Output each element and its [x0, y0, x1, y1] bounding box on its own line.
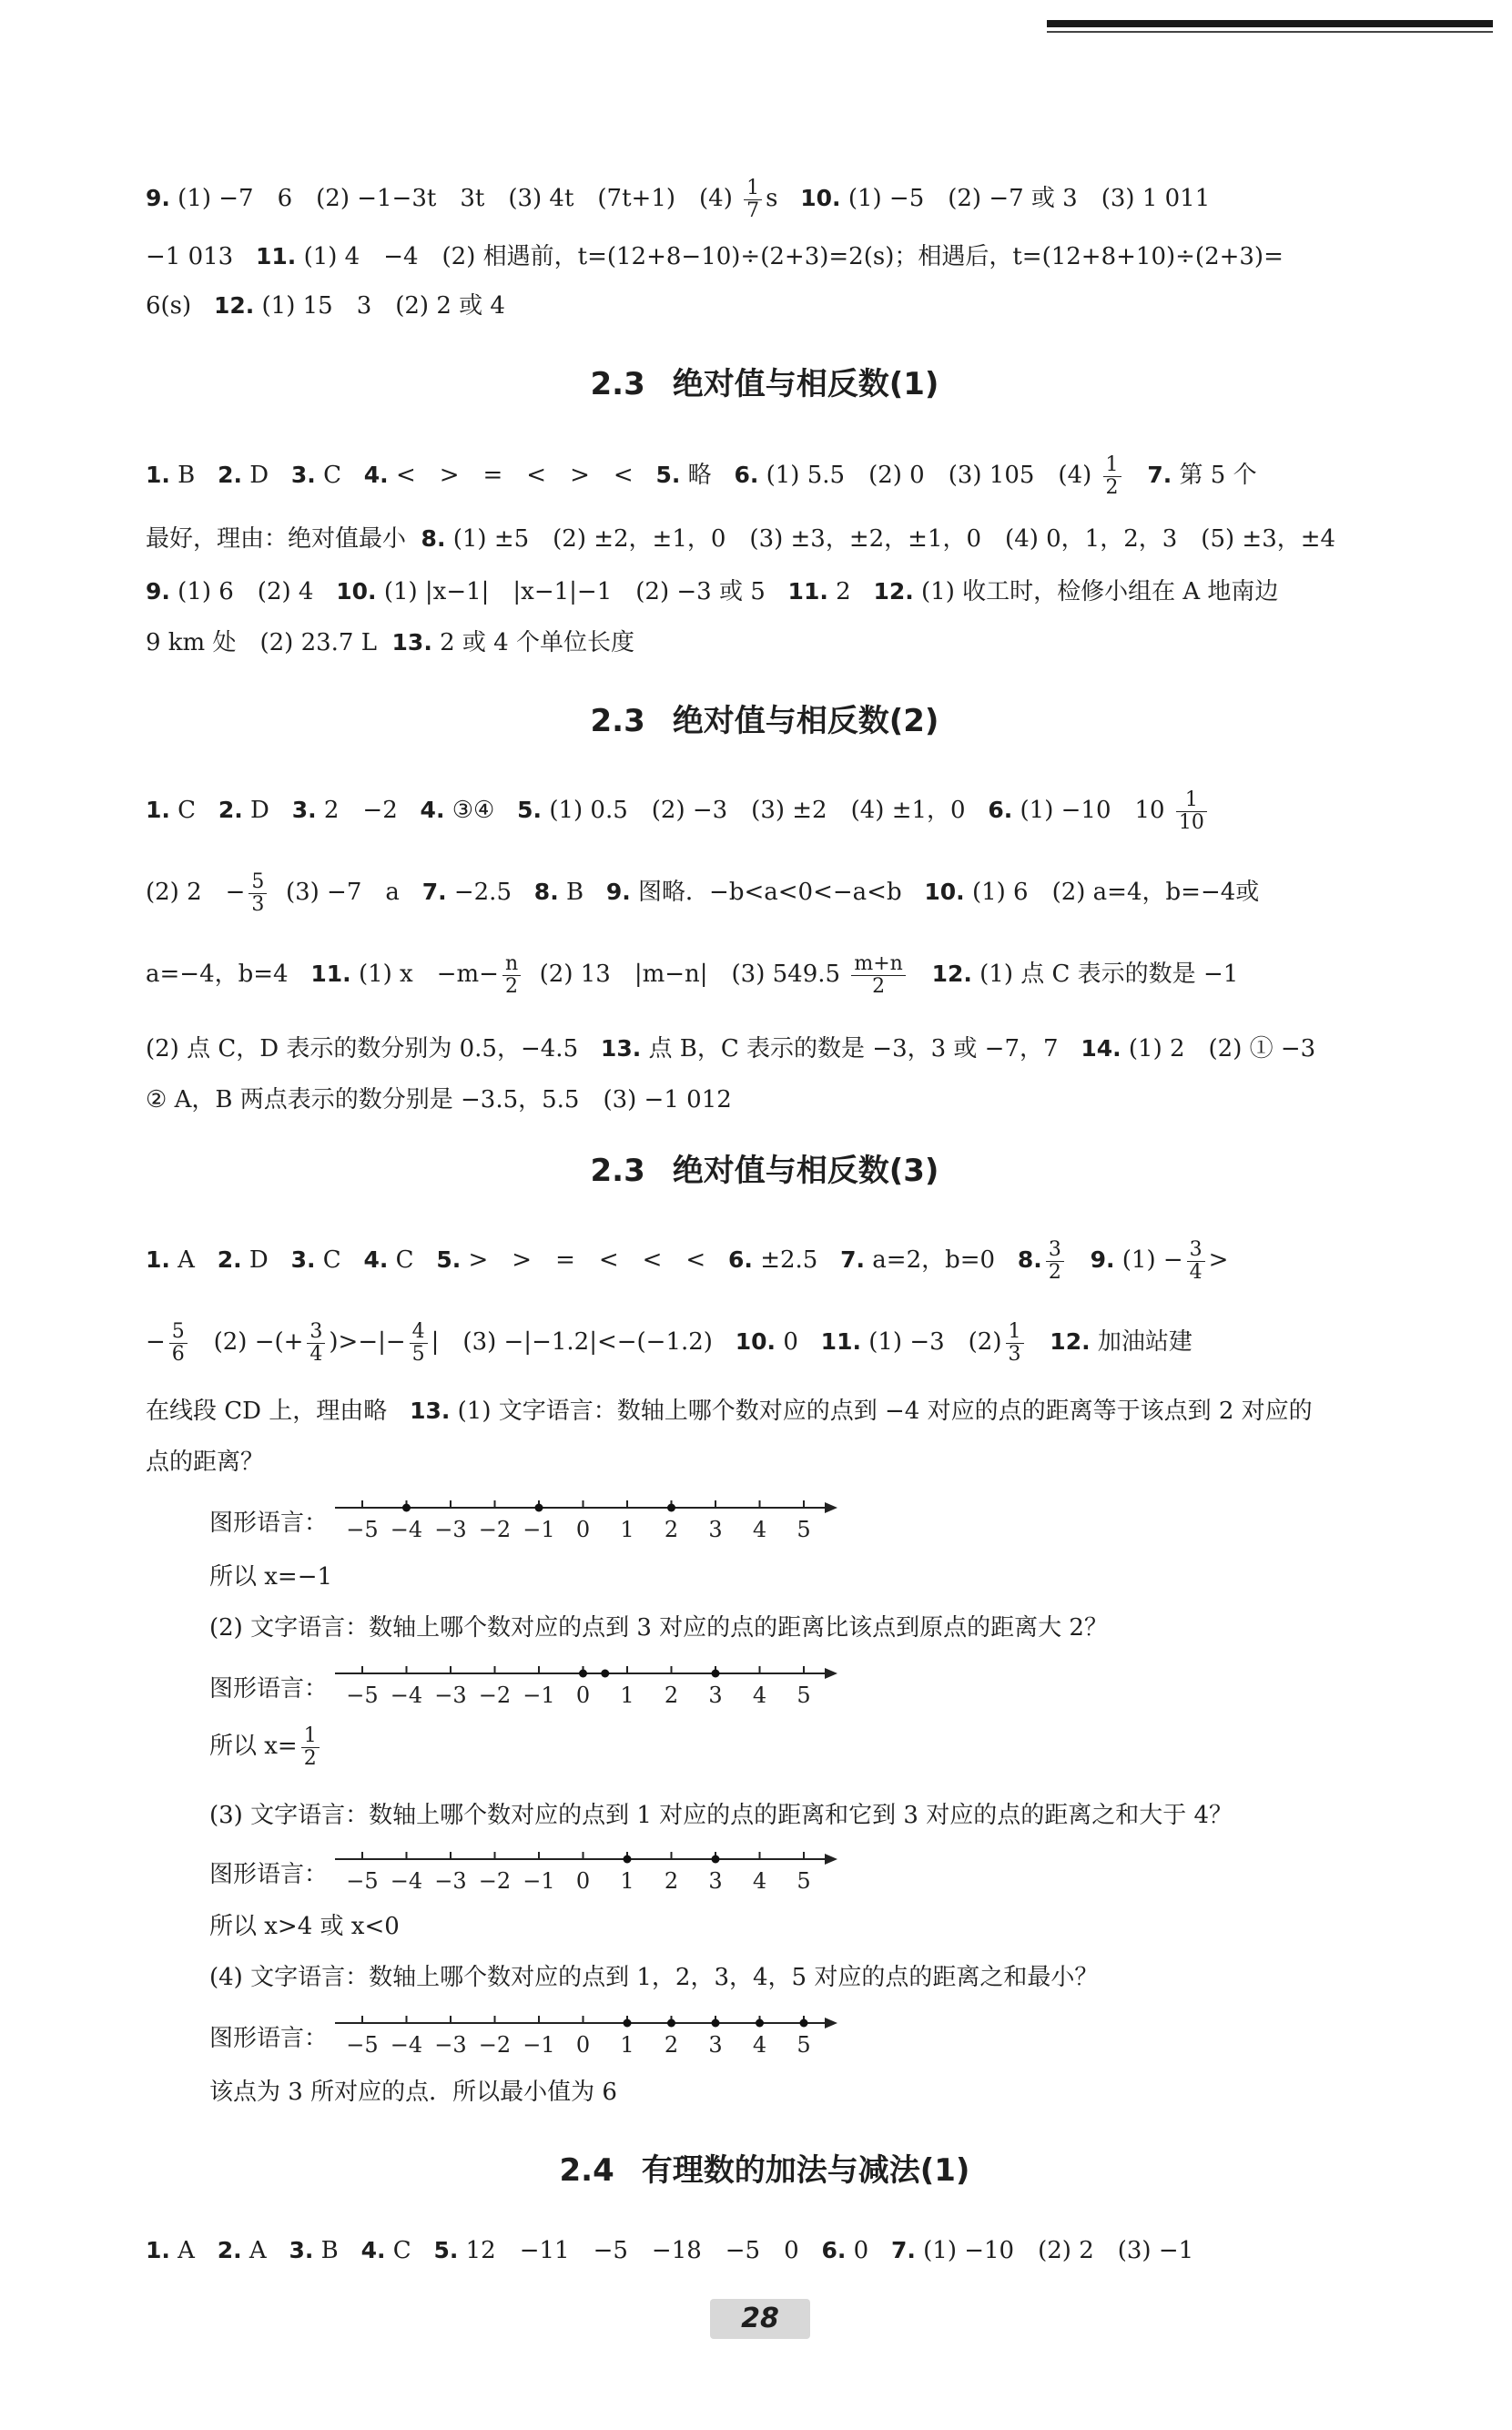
axis-tick-label: 4	[752, 1683, 767, 1708]
s3-line1: 1. A 2. D 3. C 4. C 5. > > = < < < 6. ±2.5 7. a=2，b=0 8. $\frac{3}{2}$ 9. (1) − $\frac{3}{4}$ >	[146, 1237, 1229, 1284]
s2-line4: (2) 点 C，D 表示的数分别为 0.5，−4.5 13. 点 B，C 表示的数是 −3，3 或 −7，7 14. (1) 2 (2) ① −3	[146, 1035, 1316, 1062]
axis-tick-label: 2	[664, 1868, 679, 1894]
axis-arrow-icon	[825, 1502, 837, 1513]
axis-tick-label: 4	[752, 1517, 767, 1542]
axis-tick-label: −3	[434, 1868, 467, 1894]
axis-point	[712, 1670, 720, 1678]
axis-tick-label: 2	[664, 1517, 679, 1542]
axis-tick-label: −2	[478, 2032, 512, 2058]
answer-3: 所以 x>4 或 x<0	[209, 1913, 400, 1940]
answer-2: 所以 x= $\frac{1}{2}$	[209, 1721, 323, 1772]
top-decorative-bar	[1047, 20, 1493, 27]
s1-line2: 最好，理由：绝对值最小 8. (1) ±5 (2) ±2，±1，0 (3) ±3，±2，±1，0 (4) 0，1，2，3 (5) ±3，±4	[146, 525, 1336, 553]
question-number: 12.	[213, 292, 255, 319]
axis-point	[402, 1504, 411, 1512]
axis-point	[667, 2019, 675, 2028]
axis-tick-label: −4	[390, 2032, 423, 2058]
answer-text: (1) 4 −4 (2) 相遇前，t=(12+8−10)÷(2+3)=2(s)；相遇后，t=(12+8+10)÷(2+3)=	[303, 243, 1284, 270]
block1-line2	[146, 239, 1284, 275]
fraction: $\frac{5}{6}$	[169, 1321, 188, 1366]
axis-point	[712, 2019, 720, 2028]
s3-line2: − $\frac{5}{6}$ (2) −(+ $\frac{3}{4}$ )>−|− $\frac{4}{5}$ | (3) −|−1.2|<−(−1.2) 10. 0 11. (1) −3 (2) $\frac{1}{3}$ 12. 加油站建	[146, 1319, 1192, 1366]
axis-tick-label: −1	[523, 1868, 555, 1894]
axis-point	[756, 2019, 764, 2028]
question-number: 10.	[800, 185, 841, 211]
axis-tick-label: 3	[708, 1517, 723, 1542]
section-heading: 2.3 绝对值与相反数(1)	[590, 366, 939, 402]
answer-text: (1) −5 (2) −7 或 3 (3) 1 011	[847, 185, 1211, 212]
axis-tick-label: −2	[478, 1683, 512, 1708]
fraction: $\frac{3}{4}$	[1187, 1239, 1205, 1284]
axis-tick-label: 4	[752, 2032, 767, 2058]
question-number: 9.	[146, 185, 170, 211]
axis-point	[535, 1504, 543, 1512]
answer-text: (1) 15 3 (2) 2 或 4	[261, 292, 505, 320]
axis-tick-label: 1	[620, 1868, 634, 1894]
question-3-text: (3) 文字语言：数轴上哪个数对应的点到 1 对应的点的距离和它到 3 对应的点的距离之和大于 4？	[209, 1802, 1233, 1829]
number-line-4	[335, 2010, 845, 2065]
s3-line4: 点的距离？	[146, 1449, 265, 1476]
fraction: $\frac{n}{2}$	[502, 953, 521, 998]
axis-tick-label: 5	[797, 2032, 811, 2058]
axis-tick-label: 1	[620, 1517, 634, 1542]
axis-tick-label: −5	[346, 2032, 379, 2058]
answer-text: −1 013	[146, 243, 234, 270]
fraction: $\frac{1}{10}$	[1176, 789, 1207, 834]
axis-tick-label: 3	[708, 2032, 723, 2058]
s1-line4: 9 km 处 (2) 23.7 L 13. 2 或 4 个单位长度	[146, 629, 634, 656]
axis-tick-label: −1	[523, 1683, 555, 1708]
axis-tick-label: −3	[434, 1683, 467, 1708]
fraction: $\frac{1}{2}$	[1103, 454, 1121, 499]
axis-point	[712, 1856, 720, 1864]
fraction: $\frac{1}{7}$	[744, 178, 762, 222]
number-line-2	[335, 1661, 845, 1715]
axis-tick-label: 1	[620, 2032, 634, 2058]
answer-text: (1) −7 6 (2) −1−3t 3t (3) 4t (7t+1) (4)	[178, 185, 733, 212]
s2-line5: ② A，B 两点表示的数分别是 −3.5，5.5 (3) −1 012	[146, 1086, 732, 1113]
block1-line3	[146, 288, 505, 324]
axis-tick-label: −5	[346, 1683, 379, 1708]
axis-tick-label: −3	[434, 1517, 467, 1542]
fraction: $\frac{5}{3}$	[249, 871, 267, 916]
graph-label: 图形语言：	[209, 1861, 329, 1888]
axis-point	[579, 1670, 587, 1678]
number-line-1	[335, 1495, 845, 1550]
axis-tick-label: 2	[664, 1683, 679, 1708]
s2-line3: a=−4，b=4 11. (1) x −m− $\frac{n}{2}$ (2) 13 |m−n| (3) 549.5 $\frac{m+n}{2}$ 12. (1) 点 C 表示的数是 −1	[146, 951, 1239, 998]
s4-line1: 1. A 2. A 3. B 4. C 5. 12 −11 −5 −18 −5 0 6. 0 7. (1) −10 (2) 2 (3) −1	[146, 2237, 1194, 2264]
axis-tick-label: 4	[752, 1868, 767, 1894]
answer-1: 所以 x=−1	[209, 1563, 333, 1591]
axis-tick-label: 5	[797, 1517, 811, 1542]
axis-point	[601, 1670, 609, 1678]
axis-tick-label: 0	[575, 1683, 591, 1708]
question-number: 11.	[256, 243, 297, 269]
s2-line2: (2) 2 − $\frac{5}{3}$ (3) −7 a 7. −2.5 8. B 9. 图略．−b<a<0<−a<b 10. (1) 6 (2) a=4，b=−4或	[146, 869, 1260, 916]
number-line-3	[335, 1846, 845, 1901]
axis-point	[800, 2019, 808, 2028]
s2-line1: 1. C 2. D 3. 2 −2 4. ③④ 5. (1) 0.5 (2) −3 (3) ±2 (4) ±1，0 6. (1) −10 10 $\frac{1}{10}$	[146, 785, 1211, 836]
axis-tick-label: 3	[708, 1868, 723, 1894]
axis-tick-label: −2	[478, 1868, 512, 1894]
s1-line1: 1. B 2. D 3. C 4. < > = < > < 5. 略 6. (1) 5.5 (2) 0 (3) 105 (4) $\frac{1}{2}$ 7. 第 5 个	[146, 452, 1257, 499]
s3-line3: 在线段 CD 上，理由略 13. (1) 文字语言：数轴上哪个数对应的点到 −4 对应的点的距离等于该点到 2 对应的	[146, 1398, 1313, 1425]
question-2-text: (2) 文字语言：数轴上哪个数对应的点到 3 对应的点的距离比该点到原点的距离大 2？	[209, 1614, 1108, 1642]
axis-tick-label: −4	[390, 1517, 423, 1542]
axis-tick-label: −5	[346, 1868, 379, 1894]
section-heading: 2.3 绝对值与相反数(2)	[590, 703, 939, 739]
answer-text: s	[766, 185, 778, 212]
section-heading: 2.3 绝对值与相反数(3)	[590, 1153, 939, 1189]
axis-point	[667, 1504, 675, 1512]
axis-tick-label: 5	[797, 1868, 811, 1894]
axis-arrow-icon	[825, 1854, 837, 1865]
fraction: $\frac{1}{3}$	[1006, 1321, 1024, 1366]
axis-tick-label: 0	[575, 1868, 591, 1894]
answer-4: 该点为 3 所对应的点．所以最小值为 6	[209, 2079, 617, 2106]
axis-tick-label: −5	[346, 1517, 379, 1542]
axis-tick-label: −4	[390, 1868, 423, 1894]
graph-label: 图形语言：	[209, 1675, 329, 1703]
section-heading: 2.4 有理数的加法与减法(1)	[559, 2152, 970, 2189]
s1-line3: 9. (1) 6 (2) 4 10. (1) |x−1| |x−1|−1 (2) −3 或 5 11. 2 12. (1) 收工时，检修小组在 A 地南边	[146, 578, 1279, 605]
axis-tick-label: −1	[523, 1517, 555, 1542]
axis-arrow-icon	[825, 1668, 837, 1679]
axis-point	[624, 1856, 632, 1864]
axis-tick-label: 0	[575, 1517, 591, 1542]
graph-label: 图形语言：	[209, 2025, 329, 2052]
fraction: $\frac{1}{2}$	[301, 1725, 320, 1770]
top-decorative-rule	[1047, 31, 1493, 33]
page-number: 28	[710, 2299, 810, 2339]
axis-tick-label: −2	[478, 1517, 512, 1542]
axis-tick-label: 2	[664, 2032, 679, 2058]
axis-tick-label: −3	[434, 2032, 467, 2058]
fraction: $\frac{3}{2}$	[1046, 1239, 1064, 1284]
question-4-text: (4) 文字语言：数轴上哪个数对应的点到 1，2，3，4，5 对应的点的距离之和最小？	[209, 1964, 1099, 1991]
axis-tick-label: 3	[708, 1683, 723, 1708]
axis-point	[624, 2019, 632, 2028]
axis-arrow-icon	[825, 2018, 837, 2028]
axis-tick-label: −1	[523, 2032, 555, 2058]
axis-tick-label: 1	[620, 1683, 634, 1708]
fraction: $\frac{4}{5}$	[410, 1321, 428, 1366]
answer-text: 6(s)	[146, 292, 192, 320]
axis-tick-label: −4	[390, 1683, 423, 1708]
fraction: $\frac{3}{4}$	[307, 1321, 325, 1366]
graph-label: 图形语言：	[209, 1510, 329, 1537]
block1-line1	[146, 173, 1210, 224]
axis-tick-label: 5	[797, 1683, 811, 1708]
axis-tick-label: 0	[575, 2032, 591, 2058]
fraction: $\frac{m+n}{2}$	[851, 953, 905, 998]
